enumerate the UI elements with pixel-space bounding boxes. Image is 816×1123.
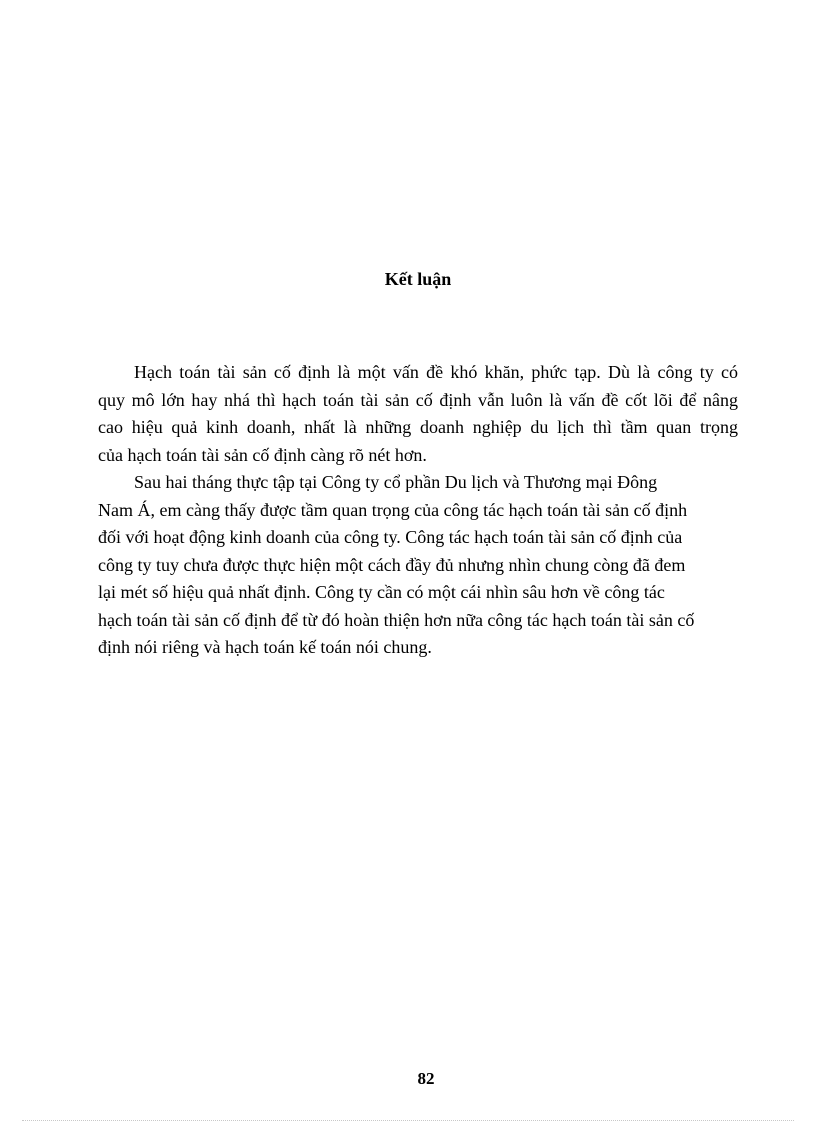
paragraph-line: Hạch toán tài sản cố định là một vấn đề khó khăn, phức tạp. Dù là công ty có (134, 362, 738, 382)
paragraph-line: Nam Á, em càng thấy được tầm quan trọng của công tác hạch toán tài sản cố định (98, 499, 688, 520)
paragraph-line: Sau hai tháng thực tập tại Công ty cổ phần Du lịch và Thương mại Đông (134, 472, 658, 492)
paragraph-line: quy mô lớn hay nhá thì hạch toán tài sản cố định vẫn luôn là vấn đề cốt lõi để nâng (98, 389, 738, 410)
page-number: 82 (417, 1069, 435, 1088)
footer-divider (22, 1120, 794, 1121)
page-title: Kết luận (384, 269, 452, 289)
paragraph-line: hạch toán tài sản cố định để từ đó hoàn thiện hơn nữa công tác hạch toán tài sản cố (98, 609, 695, 630)
paragraph-line: lại mét số hiệu quả nhất định. Công ty cần có một cái nhìn sâu hơn về công tác (98, 582, 665, 602)
paragraph-line: cao hiệu quả kinh doanh, nhất là những doanh nghiệp du lịch thì tầm quan trọng (98, 417, 738, 437)
paragraph-1 (98, 359, 738, 469)
paragraph-2 (98, 469, 738, 662)
paragraph-line: đối với hoạt động kinh doanh của công ty. Công tác hạch toán tài sản cố định của (98, 527, 683, 547)
paragraph-line: công ty tuy chưa được thực hiện một cách đầy đủ nhưng nhìn chung còng đã đem (98, 554, 686, 575)
paragraph-line: định nói riêng và hạch toán kế toán nói chung. (98, 637, 432, 657)
paragraph-line: của hạch toán tài sản cố định càng rõ nét hơn. (98, 444, 427, 465)
body-text (98, 359, 738, 662)
